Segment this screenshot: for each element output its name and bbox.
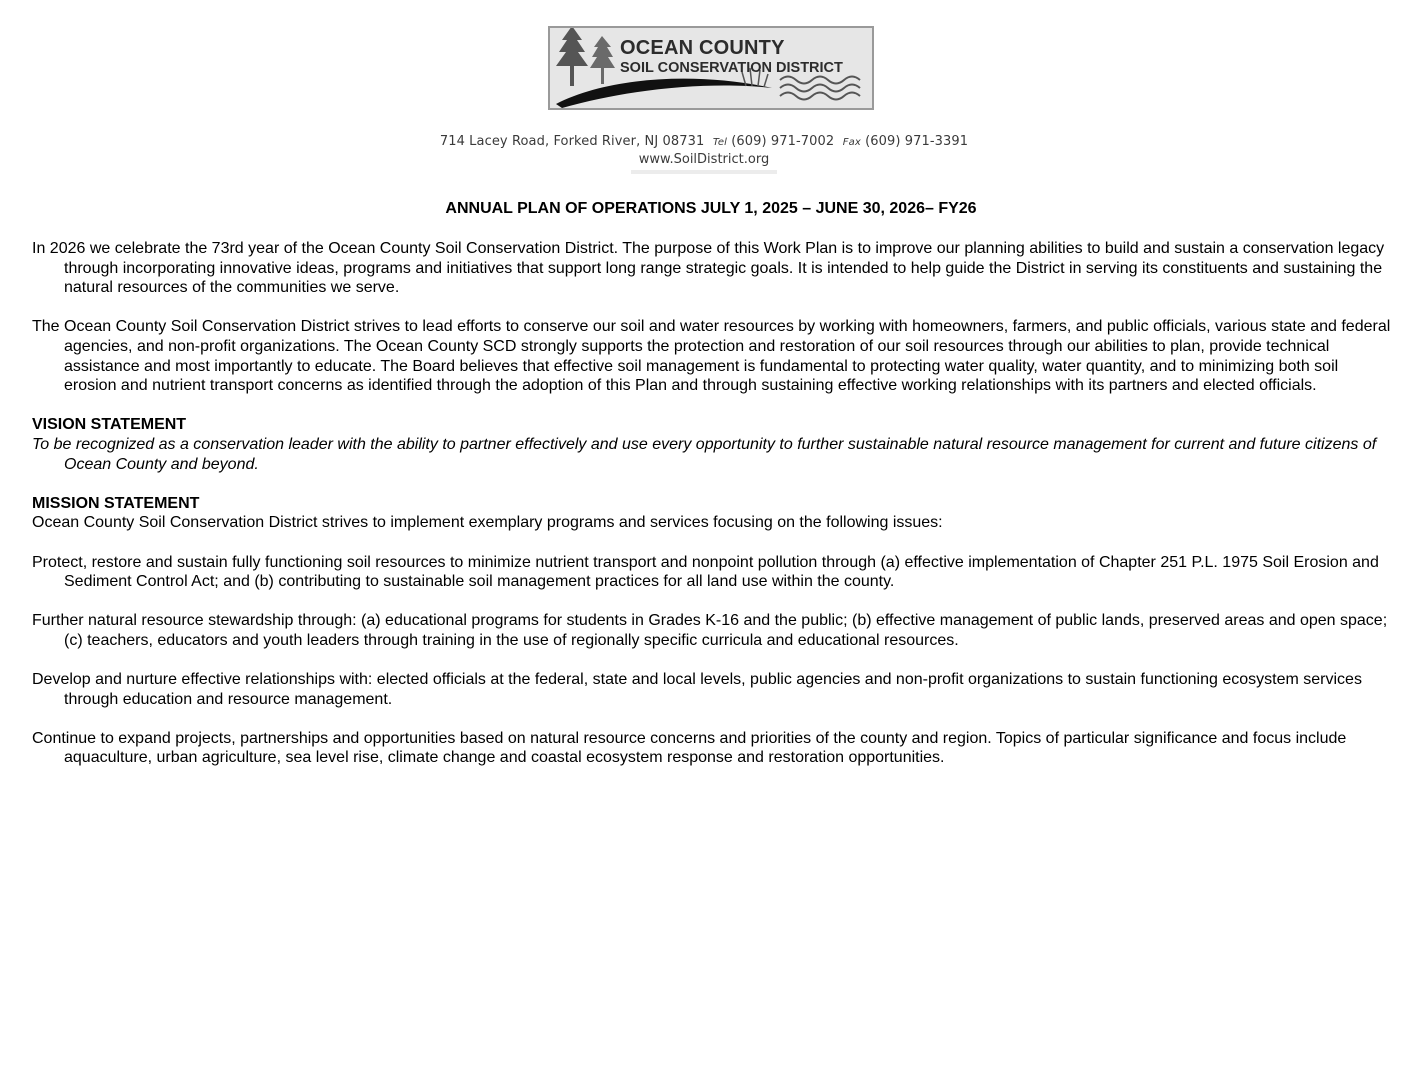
mission-item: Further natural resource stewardship through: (a) educational programs for students in Grades K-16 and the public; (b) effective management of public lands, preserved areas and open space; (c) teachers, educators and youth leaders through training in the use of regionally specific curricula and educational resources. (32, 612, 1388, 649)
website-link[interactable]: www.SoilDistrict.org (638, 152, 770, 167)
contact-line (0, 134, 1408, 149)
mission-intro: Ocean County Soil Conservation District strives to implement exemplary programs and services focusing on the following issues: (32, 514, 943, 532)
letterhead (0, 26, 1408, 174)
phone-number: (609) 971-7002 (731, 134, 835, 149)
intro-paragraph: The Ocean County Soil Conservation District strives to lead efforts to conserve our soil and water resources by working with homeowners, farmers, and public officials, various state and federal agencies, and non-profit organizations. The Ocean County SCD strongly supports the protection and restoration of our soil resources through our abilities to plan, provide technical assistance and most importantly to educate. The Board believes that effective soil management is fundamental to protecting water quality, water quantity, and to minimizing both soil erosion and nutrient transport concerns as identified through the adoption of this Plan and through sustaining effective working relationships with its partners and elected officials. (32, 318, 1391, 395)
vision-text: To be recognized as a conservation leader with the ability to partner effectively and use every opportunity to further sustainable natural resource management for current and future citizens of Ocean County and beyond. (32, 435, 1377, 473)
mission-item: Develop and nurture effective relationships with: elected officials at the federal, state and local levels, public agencies and non-profit organizations to sustain functioning ecosystem services through education and resource management. (32, 671, 1362, 708)
street-address: 714 Lacey Road, Forked River, NJ 08731 (439, 134, 705, 149)
document-body (32, 239, 1392, 788)
tel-label: Tel (712, 137, 727, 148)
mission-item: Protect, restore and sustain fully functioning soil resources to minimize nutrient transport and nonpoint pollution through (a) effective implementation of Chapter 251 P.L. 1975 Soil Erosion and Sediment Control Act; and (b) contributing to sustainable soil management practices for all land use within the county. (32, 553, 1379, 591)
district-logo (548, 26, 874, 110)
fax-label: Fax (842, 137, 861, 148)
vision-heading: VISION STATEMENT (32, 416, 187, 434)
divider (631, 170, 777, 174)
intro-paragraph: In 2026 we celebrate the 73rd year of the Ocean County Soil Conservation District. The purpose of this Work Plan is to improve our planning abilities to build and sustain a conservation legacy through incorporating innovative ideas, programs and initiatives that support long range strategic goals. It is intended to help guide the District in serving its constituents and sustaining the natural resources of the communities we serve. (32, 240, 1385, 297)
logo-subtitle: SOIL CONSERVATION DISTRICT (620, 60, 843, 76)
fax-number: (609) 971-3391 (865, 134, 969, 149)
logo-title: OCEAN COUNTY (620, 37, 785, 59)
page-title: ANNUAL PLAN OF OPERATIONS JULY 1, 2025 – JUNE 30, 2026– FY26 (445, 200, 977, 217)
mission-heading: MISSION STATEMENT (32, 494, 200, 512)
mission-item: Continue to expand projects, partnerships and opportunities based on natural resource concerns and priorities of the county and region. Topics of particular significance and focus include aquaculture, urban agriculture, sea level rise, climate change and coastal ecosystem response and restoration opportunities. (32, 729, 1347, 767)
